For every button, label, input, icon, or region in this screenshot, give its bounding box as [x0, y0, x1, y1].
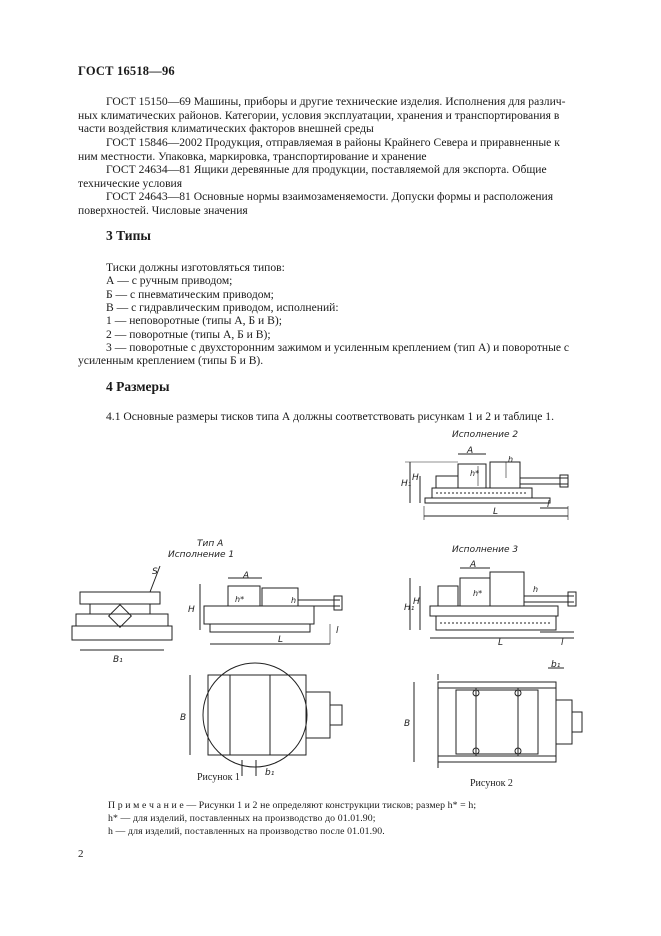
note-line-3: h — для изделий, поставленных на производство после 01.01.90.	[108, 826, 385, 837]
svg-text:h*: h*	[473, 589, 483, 598]
svg-text:B: B	[180, 713, 187, 723]
section-4-heading: 4 Размеры	[106, 379, 170, 394]
type-a: А — с ручным приводом;	[106, 274, 233, 287]
label-type-a: Тип А	[197, 539, 224, 549]
version-3-cont: усиленным креплением (типы Б и В).	[78, 354, 264, 367]
caption-figure-2: Рисунок 2	[470, 778, 513, 789]
figure-version-3	[404, 545, 582, 770]
svg-text:h*: h*	[470, 469, 480, 478]
ref-gost-15846: ГОСТ 15846—2002 Продукция, отправляемая в районы Крайнего Севера и приравненные к ним местности. Упаковка, маркировка, транспортирование и хранение	[78, 136, 560, 163]
svg-text:B₁: B₁	[113, 655, 123, 665]
note-line-1: П р и м е ч а н и е — Рисунки 1 и 2 не определяют конструкции тисков; размер h* = h;	[108, 800, 477, 811]
section-3-heading: 3 Типы	[106, 228, 151, 243]
page-number: 2	[78, 848, 84, 860]
version-2: 2 — поворотные (типы А, Б и В);	[106, 328, 271, 341]
svg-text:H: H	[413, 597, 420, 607]
version-3: 3 — поворотные с двухсторонним зажимом и усиленным креплением (тип А) и поворотные с	[106, 341, 570, 354]
svg-text:h*: h*	[235, 595, 245, 604]
note-line-2: h* — для изделий, поставленных на производство до 01.01.90;	[108, 813, 376, 824]
svg-text:h: h	[508, 455, 514, 464]
label-ispolnenie-3: Исполнение 3	[452, 545, 519, 555]
svg-text:H₁: H₁	[404, 603, 415, 613]
svg-text:l: l	[561, 638, 564, 648]
svg-text:L: L	[493, 507, 499, 517]
svg-text:h: h	[533, 585, 539, 594]
svg-text:A: A	[470, 560, 477, 570]
document-header: ГОСТ 16518—96	[78, 64, 175, 78]
svg-text:H₁: H₁	[401, 479, 412, 489]
type-v: В — с гидравлическим приводом, исполнений:	[106, 301, 339, 314]
svg-text:B: B	[404, 719, 411, 729]
svg-text:b₁: b₁	[551, 660, 561, 670]
version-1: 1 — неповоротные (типы А, Б и В);	[106, 314, 282, 327]
types-intro: Тиски должны изготовляться типов:	[106, 261, 285, 274]
svg-text:A: A	[243, 571, 250, 581]
svg-text:l: l	[336, 626, 339, 636]
figure-version-1	[72, 539, 342, 778]
type-b: Б — с пневматическим приводом;	[106, 288, 274, 301]
paragraph-4-1: 4.1 Основные размеры тисков типа А должны соответствовать рисункам 1 и 2 и таблице 1.	[106, 410, 554, 423]
svg-text:h: h	[291, 596, 297, 605]
svg-text:H: H	[188, 605, 195, 615]
svg-text:H: H	[412, 473, 419, 483]
svg-text:l: l	[547, 500, 550, 510]
ref-gost-15150: ГОСТ 15150—69 Машины, приборы и другие технические изделия. Исполнения для различ- ных климатических районов. Категории, условия эксплуатации, хранения и транспортирования в части воздействия климатических факторов внешней среды	[78, 95, 566, 136]
figure-version-2	[401, 430, 568, 520]
caption-figure-1: Рисунок 1	[197, 772, 240, 783]
figures-drawing	[0, 420, 661, 800]
label-ispolnenie-1: Исполнение 1	[168, 550, 235, 560]
ref-gost-24643: ГОСТ 24643—81 Основные нормы взаимозаменяемости. Допуски формы и расположения поверхностей. Числовые значения	[78, 190, 554, 217]
svg-text:S: S	[152, 567, 158, 577]
label-ispolnenie-2: Исполнение 2	[452, 430, 519, 440]
ref-gost-24634: ГОСТ 24634—81 Ящики деревянные для продукции, поставляемой для экспорта. Общие технические условия	[78, 163, 547, 190]
svg-text:L: L	[498, 638, 504, 648]
svg-text:L: L	[278, 635, 284, 645]
svg-text:A: A	[467, 446, 474, 456]
svg-text:b₁: b₁	[265, 768, 275, 778]
